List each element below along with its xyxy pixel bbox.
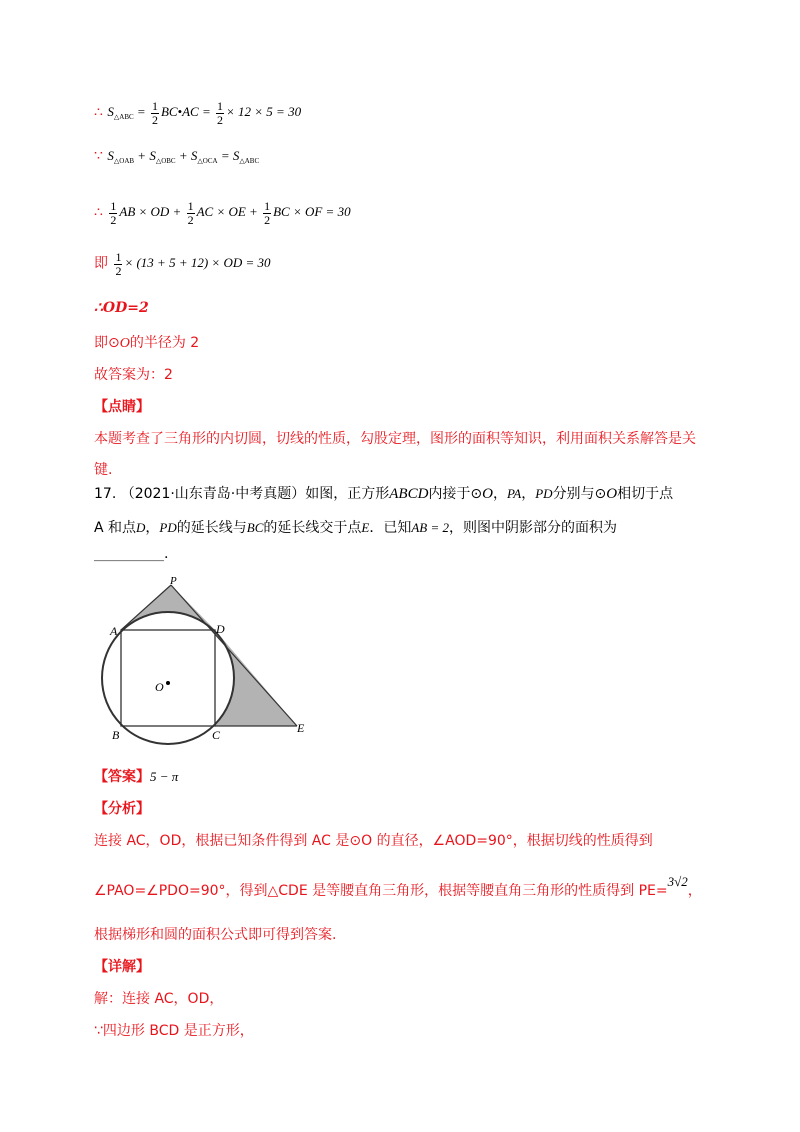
square-abcd-fill xyxy=(121,630,215,726)
problem-17-line-1: 17. （2021·山东青岛·中考真题）如图，正方形ABCD内接于⊙O，PA，PD分别与⊙O相切于点 xyxy=(94,486,674,502)
detail-p2: ∵四边形 BCD 是正方形， xyxy=(94,1023,254,1039)
analysis-tag: 【分析】 xyxy=(94,801,150,817)
center-point xyxy=(166,681,170,685)
therefore-symbol: ∴ xyxy=(94,104,103,121)
answer-value: 5 − π xyxy=(150,769,179,784)
problem-source: （2021·山东青岛·中考真题） xyxy=(120,486,306,502)
detail-p1: 解：连接 AC，OD， xyxy=(94,991,224,1007)
comment-text-cont: 键. xyxy=(94,462,113,478)
formula-line-3 xyxy=(94,200,351,227)
detail-tag: 【详解】 xyxy=(94,959,150,975)
answer-blank: __________. xyxy=(94,546,169,562)
label-o: O xyxy=(155,680,164,694)
analysis-p3: 根据梯形和圆的面积公式即可得到答案. xyxy=(94,927,337,943)
namely-prefix: 即 xyxy=(94,255,108,272)
answer-row xyxy=(94,766,178,786)
label-d: D xyxy=(216,622,225,636)
answer-statement: 故答案为：2 xyxy=(94,367,173,383)
area-formula-4: $\frac{1}{2}$ × (13 + 5 + 12) × OD = 30 xyxy=(115,250,271,278)
problem-number: 17. xyxy=(94,486,117,502)
geometry-figure xyxy=(100,575,320,750)
label-a: A xyxy=(110,624,118,638)
problem-17-line-2: A 和点D，PD的延长线与BC的延长线交于点E．已知AB = 2，则图中阴影部分的面积为 xyxy=(94,520,617,536)
label-c: C xyxy=(212,728,221,742)
area-formula-3: $\frac{1}{2}$ AB × OD + $\frac{1}{2}$ AC × OE + $\frac{1}{2}$ BC × OF = 30 xyxy=(110,199,351,227)
area-formula-2: $S_{\triangle OAB} + S_{\triangle OBC} + S_{\triangle OCA} = S_{\triangle ABC}$ xyxy=(107,148,260,165)
analysis-p1: 连接 AC，OD，根据已知条件得到 AC 是⊙O 的直径，∠AOD=90°，根据切线的性质得到 xyxy=(94,833,653,849)
area-formula-1: $S_{\triangle ABC}$ = $\frac{1}{2}$ BC•AC = $\frac{1}{2}$ × 12 × 5 = 30 xyxy=(107,99,302,127)
result-od: ∴OD=2 xyxy=(94,300,149,316)
because-symbol: ∵ xyxy=(94,148,103,164)
radius-statement: 即⊙O的半径为 2 xyxy=(94,335,200,351)
label-b: B xyxy=(112,728,120,742)
pe-value: 3√2 xyxy=(667,874,688,889)
therefore-symbol: ∴ xyxy=(94,204,103,221)
analysis-p2: ∠PAO=∠PDO=90°，得到△CDE 是等腰直角三角形，根据等腰直角三角形的性质得到 PE=3√2， xyxy=(94,874,702,899)
comment-tag: 【点睛】 xyxy=(94,399,150,415)
label-e: E xyxy=(297,721,305,735)
label-p: P xyxy=(170,575,177,587)
formula-line-1 xyxy=(94,100,301,127)
formula-line-2 xyxy=(94,148,259,165)
comment-text: 本题考查了三角形的内切圆，切线的性质，勾股定理，图形的面积等知识，利用面积关系解答是关 xyxy=(94,431,696,447)
formula-line-4 xyxy=(94,251,271,278)
answer-tag: 【答案】 xyxy=(94,769,150,785)
